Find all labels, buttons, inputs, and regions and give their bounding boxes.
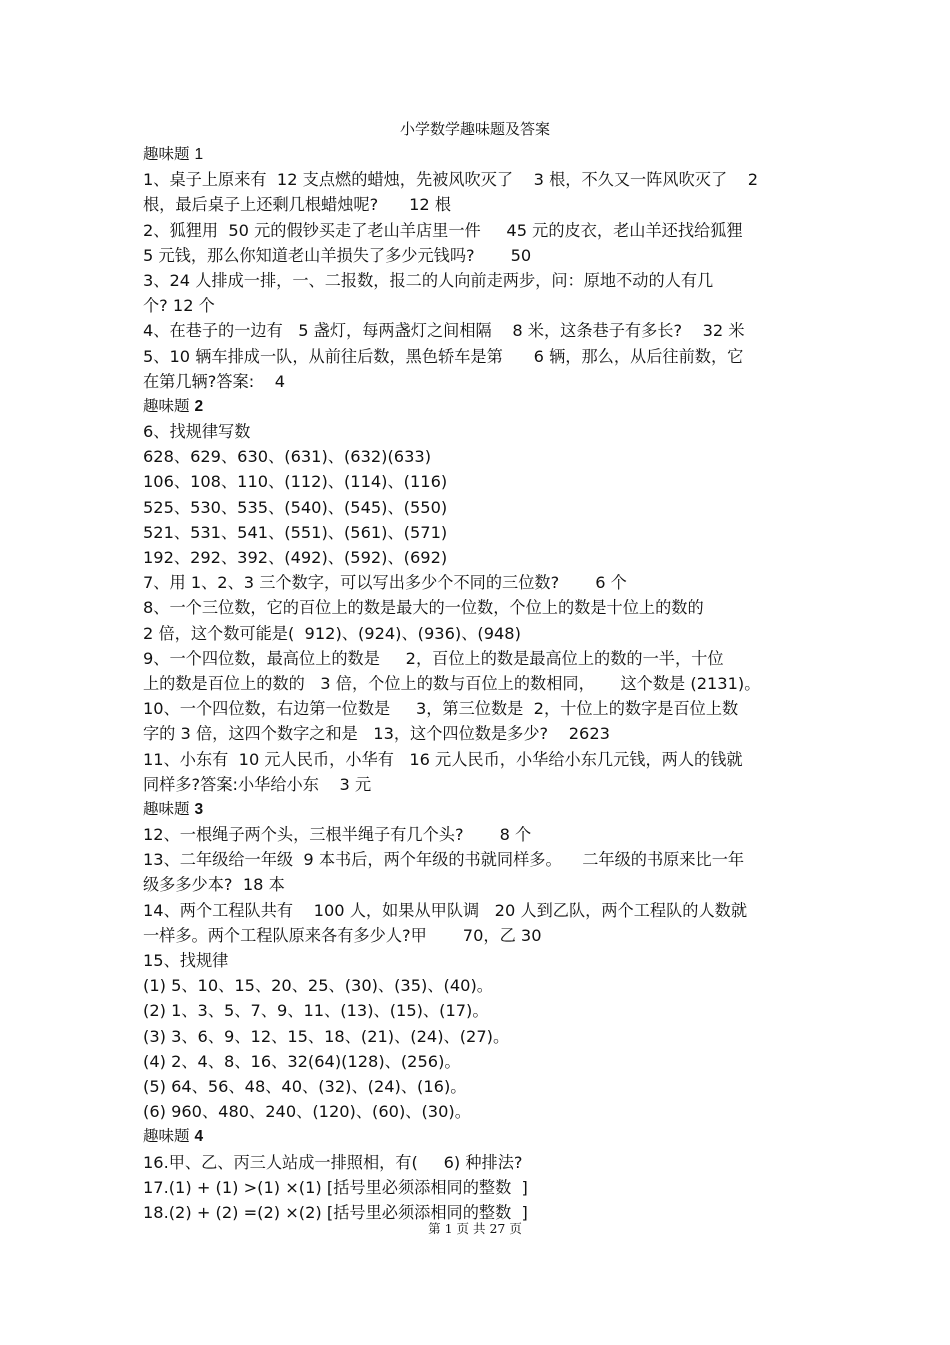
text-line: 5 元钱，那么你知道老山羊损失了多少元钱吗? 50 [143,245,532,265]
text-line: 上的数是百位上的数的 3 倍，个位上的数与百位上的数相同， 这个数是 (2131)。 [143,673,761,693]
text-line: 7、用 1、2、3 三个数字，可以写出多少个不同的三位数? 6 个 [143,573,627,593]
section-heading [143,142,823,167]
text-line: 12、一根绳子两个头，三根半绳子有几个头? 8 个 [143,825,532,845]
text-line: 9、一个四位数，最高位上的数是 2，百位上的数是最高位上的数的一半，十位 [143,648,724,668]
section-number: 1 [194,146,204,163]
text-line: 同样多?答案:小华给小东 3 元 [143,774,372,794]
text-line: 个? 12 个 [143,296,215,316]
section-label: 趣味题 [143,1127,195,1146]
text-line: (5) 64、56、48、40、(32)、(24)、(16)。 [143,1076,467,1096]
section-heading [143,1124,823,1149]
text-line: (6) 960、480、240、(120)、(60)、(30)。 [143,1102,471,1122]
text-line: 2 倍，这个数可能是( 912)、(924)、(936)、(948) [143,623,521,643]
text-line: 1、桌子上原来有 12 支点燃的蜡烛，先被风吹灭了 3 根，不久又一阵风吹灭了 2 [143,170,759,190]
text-line: (1) 5、10、15、20、25、(30)、(35)、(40)。 [143,976,493,996]
text-line: 17.(1) + (1) >(1) ×(1) [括号里必须添相同的整数 ] [143,1177,528,1197]
text-line: 521、531、541、(551)、(561)、(571) [143,522,448,542]
text-line: 级多多少本? 18 本 [143,875,285,895]
text-line: 6、找规律写数 [143,422,251,442]
text-line: 106、108、110、(112)、(114)、(116) [143,472,448,492]
section-number: 3 [194,800,204,818]
text-line: (2) 1、3、5、7、9、11、(13)、(15)、(17)。 [143,1001,489,1021]
section-heading [143,394,823,419]
text-line: (4) 2、4、8、16、32(64)(128)、(256)。 [143,1051,461,1071]
text-line: 根，最后桌子上还剩几根蜡烛呢? 12 根 [143,195,452,215]
section-label: 趣味题 [143,396,195,415]
section-label: 趣味题 [143,799,195,818]
text-line: 4、在巷子的一边有 5 盏灯，每两盏灯之间相隔 8 米，这条巷子有多长? 32 米 [143,321,745,341]
section-heading [143,797,823,822]
document-body [143,142,823,1225]
text-line: 5、10 辆车排成一队，从前往后数，黑色轿车是第 6 辆，那么，从后往前数，它 [143,346,744,366]
text-line: (3) 3、6、9、12、15、18、(21)、(24)、(27)。 [143,1026,510,1046]
text-line: 525、530、535、(540)、(545)、(550) [143,497,448,517]
text-line: 字的 3 倍，这四个数字之和是 13，这个四位数是多少? 2623 [143,724,610,744]
text-line: 18.(2) + (2) =(2) ×(2) [括号里必须添相同的整数 ] [143,1202,528,1222]
section-label: 趣味题 [143,145,195,163]
text-line: 192、292、392、(492)、(592)、(692) [143,548,448,567]
text-line: 10、一个四位数，右边第一位数是 3，第三位数是 2，十位上的数字是百位上数 [143,699,739,719]
text-line: 628、629、630、(631)、(632)(633) [143,447,432,467]
text-line: 一样多。两个工程队原来各有多少人?甲 70，乙 30 [143,925,542,945]
text-line: 2、狐狸用 50 元的假钞买走了老山羊店里一件 45 元的皮衣，老山羊还找给狐狸 [143,220,743,240]
section-number: 4 [194,1128,204,1146]
text-line: 11、小东有 10 元人民币，小华有 16 元人民币，小华给小东几元钱，两人的钱就 [143,749,743,769]
text-line: 8、一个三位数，它的百位上的数是最大的一位数，个位上的数是十位上的数的 [143,598,704,618]
page-footer: 第 1 页 共 27 页 [428,1221,522,1236]
text-line: 3、24 人排成一排，一、二报数，报二的人向前走两步，问：原地不动的人有几 [143,270,714,290]
text-line: 13、二年级给一年级 9 本书后，两个年级的书就同样多。 二年级的书原来比一年 [143,850,745,870]
text-line: 在第几辆?答案: 4 [143,371,286,391]
text-line: 14、两个工程队共有 100 人，如果从甲队调 20 人到乙队，两个工程队的人数就 [143,900,748,920]
text-line: 16.甲、乙、丙三人站成一排照相，有( 6) 种排法? [143,1152,523,1172]
text-line: 15、找规律 [143,951,229,970]
document-title: 小学数学趣味题及答案 [399,120,550,138]
section-number: 2 [194,397,204,415]
